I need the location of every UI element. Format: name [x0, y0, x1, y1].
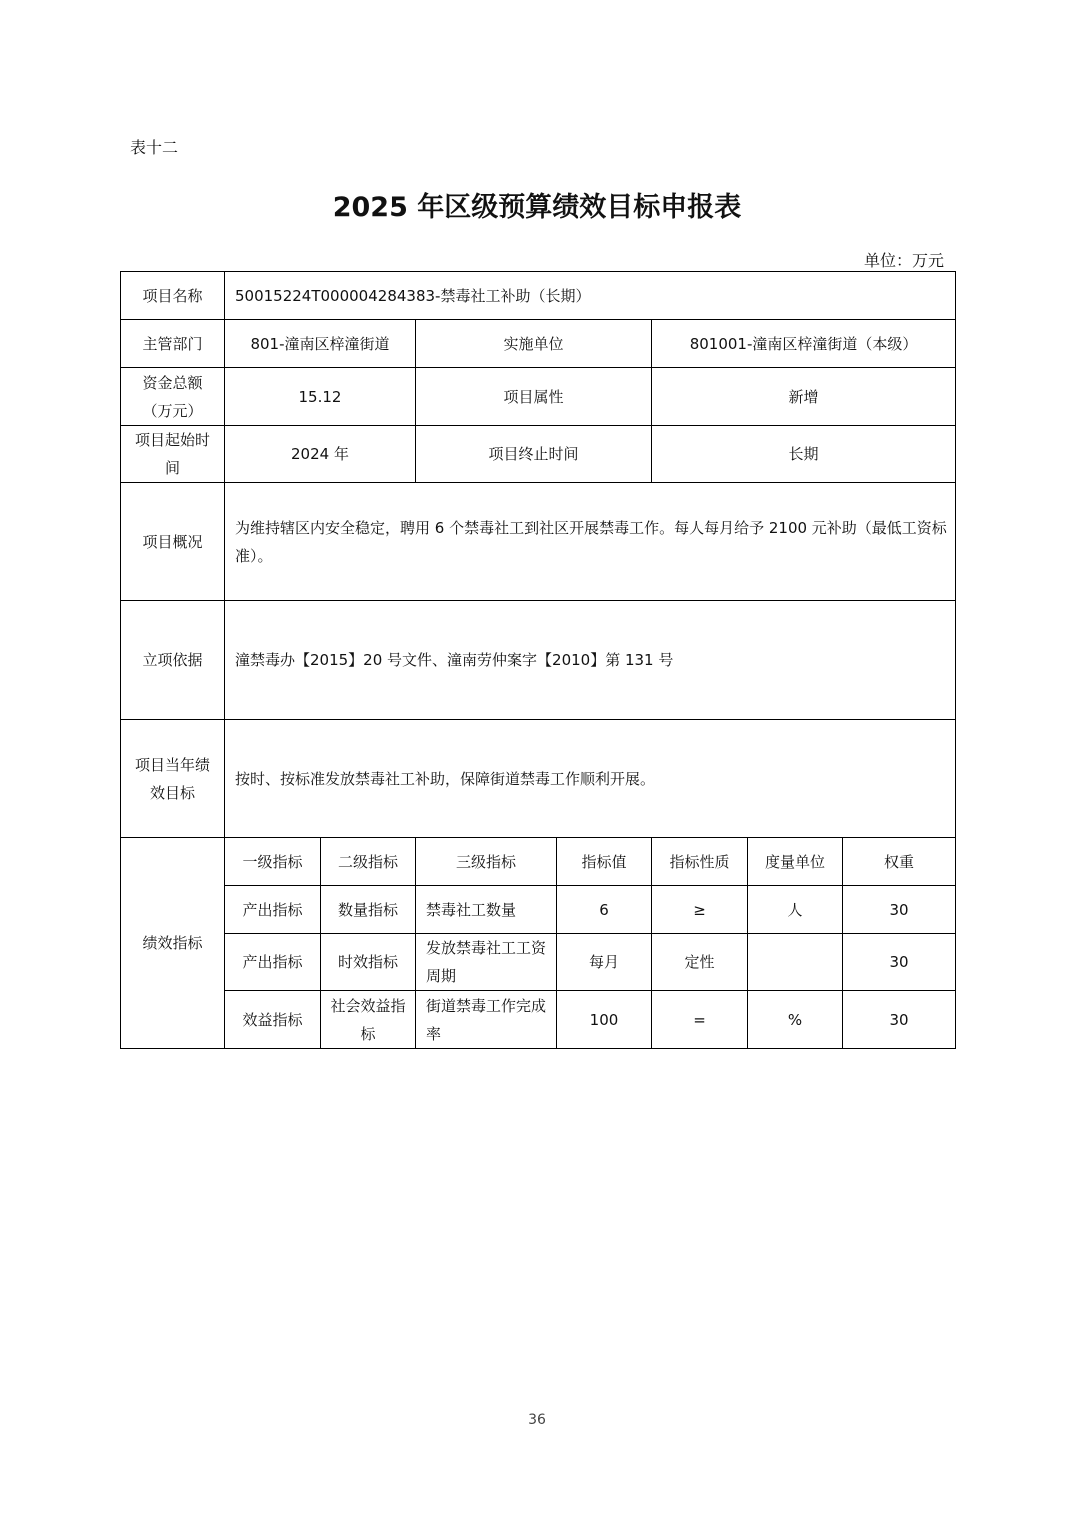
header-nature: 指标性质: [652, 838, 748, 886]
impl-label: 实施单位: [416, 320, 652, 368]
project-name-label: 项目名称: [121, 272, 225, 320]
nature-cell: =: [652, 991, 748, 1049]
row-basis: [121, 601, 956, 720]
dept-label: 主管部门: [121, 320, 225, 368]
header-level3: 三级指标: [416, 838, 557, 886]
fund-label: 资金总额（万元）: [121, 368, 225, 426]
level3-cell: 禁毒社工数量: [416, 886, 557, 934]
unit-label: 单位：万元: [863, 251, 944, 270]
level1-cell: 产出指标: [225, 934, 321, 991]
unit-cell: %: [748, 991, 843, 1049]
indicator-row: [121, 991, 956, 1049]
level2-cell: 社会效益指标: [321, 991, 416, 1049]
unit-cell: 人: [748, 886, 843, 934]
level1-cell: 效益指标: [225, 991, 321, 1049]
table-number-label: 表十二: [130, 138, 179, 157]
page-number: 36: [528, 1412, 546, 1428]
header-unit: 度量单位: [748, 838, 843, 886]
start-label: 项目起始时间: [121, 426, 225, 483]
fund-value: 15.12: [225, 368, 416, 426]
budget-form-table: [120, 271, 956, 1049]
overview-label: 项目概况: [121, 483, 225, 601]
header-value: 指标值: [557, 838, 652, 886]
level2-cell: 时效指标: [321, 934, 416, 991]
nature-cell: 定性: [652, 934, 748, 991]
weight-cell: 30: [843, 886, 956, 934]
impl-value: 801001-潼南区梓潼街道（本级）: [652, 320, 956, 368]
indicator-row: [121, 934, 956, 991]
weight-cell: 30: [843, 991, 956, 1049]
level3-cell: 街道禁毒工作完成率: [416, 991, 557, 1049]
level2-cell: 数量指标: [321, 886, 416, 934]
basis-value: 潼禁毒办【2015】20 号文件、潼南劳仲案字【2010】第 131 号: [225, 601, 956, 720]
unit-cell: [748, 934, 843, 991]
header-weight: 权重: [843, 838, 956, 886]
row-time: [121, 426, 956, 483]
weight-cell: 30: [843, 934, 956, 991]
value-cell: 100: [557, 991, 652, 1049]
overview-value: 为维持辖区内安全稳定，聘用 6 个禁毒社工到社区开展禁毒工作。每人每月给予 2100 元补助（最低工资标准）。: [225, 483, 956, 601]
value-cell: 6: [557, 886, 652, 934]
goal-value: 按时、按标准发放禁毒社工补助，保障街道禁毒工作顺利开展。: [225, 720, 956, 838]
value-cell: 每月: [557, 934, 652, 991]
row-goal: [121, 720, 956, 838]
attr-value: 新增: [652, 368, 956, 426]
start-value: 2024 年: [225, 426, 416, 483]
page-title: 2025 年区级预算绩效目标申报表: [332, 192, 742, 223]
level3-cell: 发放禁毒社工工资周期: [416, 934, 557, 991]
attr-label: 项目属性: [416, 368, 652, 426]
header-level2: 二级指标: [321, 838, 416, 886]
dept-value: 801-潼南区梓潼街道: [225, 320, 416, 368]
indicators-section-label: 绩效指标: [121, 838, 225, 1049]
end-value: 长期: [652, 426, 956, 483]
row-fund: [121, 368, 956, 426]
project-name-value: 50015224T000004284383-禁毒社工补助（长期）: [225, 272, 956, 320]
row-department: [121, 320, 956, 368]
indicator-header-row: [121, 838, 956, 886]
row-project-name: [121, 272, 956, 320]
indicator-row: [121, 886, 956, 934]
header-level1: 一级指标: [225, 838, 321, 886]
goal-label: 项目当年绩效目标: [121, 720, 225, 838]
end-label: 项目终止时间: [416, 426, 652, 483]
level1-cell: 产出指标: [225, 886, 321, 934]
nature-cell: ≥: [652, 886, 748, 934]
basis-label: 立项依据: [121, 601, 225, 720]
row-overview: [121, 483, 956, 601]
